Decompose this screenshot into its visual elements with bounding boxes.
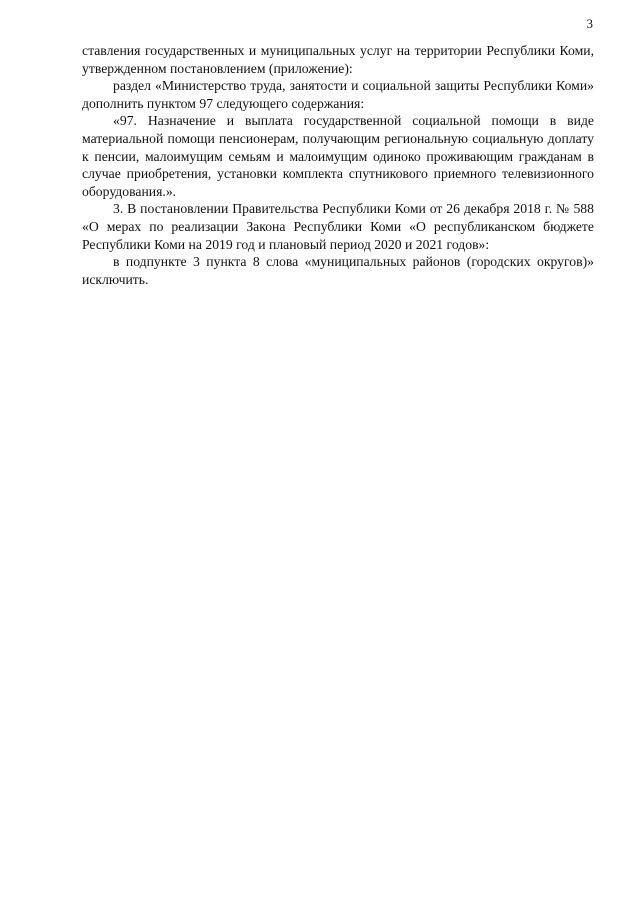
paragraph-clause-3: 3. В постановлении Правительства Республики Коми от 26 декабря 2018 г. № 588 «О мерах по реализации Закона Республики Коми «О республиканском бюджете Республики Коми на 2019 год и плановый период 2020 и 2021 годов»: (82, 201, 594, 252)
paragraph-item-97: «97. Назначение и выплата государственной социальной помощи в виде материальной помощи пенсионерам, получающим региональную социальную доплату к пенсии, малоимущим семьям и малоимущим одиноко проживающим гражданам в случае приобретения, установки комплекта спутникового приемного телевизионного оборудования.». (82, 113, 594, 199)
document-body (82, 42, 594, 288)
paragraph-section-amendment: раздел «Министерство труда, занятости и социальной защиты Республики Коми» дополнить пунктом 97 следующего содержания: (82, 78, 594, 111)
paragraph-continuation: ставления государственных и муниципальных услуг на территории Республики Коми, утвержденном постановлением (приложение): (82, 43, 594, 76)
paragraph-subclause-exclusion: в подпункте 3 пункта 8 слова «муниципальных районов (городских округов)» исключить. (82, 254, 594, 287)
page-number: 3 (586, 16, 593, 31)
